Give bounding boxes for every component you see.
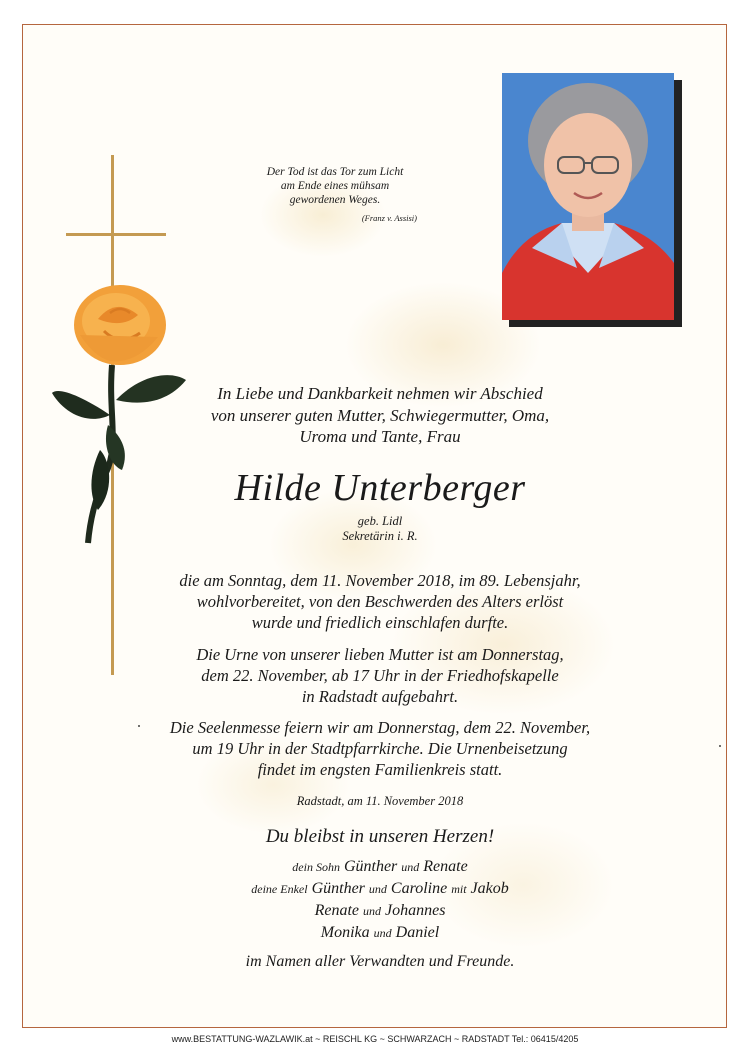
quote-line: Der Tod ist das Tor zum Licht [266,166,404,178]
paragraph-line: dem 22. November, ab 17 Uhr in der Friedhofskapelle [201,666,559,685]
intro-line: von unserer guten Mutter, Schwiegermutter, Oma, [210,405,550,425]
occupation: Sekretärin i. R. [342,529,418,543]
closing-line: Du bleibst in unseren Herzen! [265,826,495,847]
death-paragraph [160,570,600,633]
paragraph-line: Die Urne von unserer lieben Mutter ist am Donnerstag, [196,645,564,664]
paragraph-line: die am Sonntag, dem 11. November 2018, im 89. Lebensjahr, [179,571,581,590]
family-line-4: Monika und Daniel [320,924,440,941]
birth-name: geb. Lidl [357,514,403,528]
relatives-line: im Namen aller Verwandten und Freunde. [245,953,515,970]
quote-line: am Ende eines mühsam [280,180,390,192]
speck [719,745,721,747]
intro-line: Uroma und Tante, Frau [299,427,461,446]
paragraph-line: um 19 Uhr in der Stadtpfarrkirche. Die Urnenbeisetzung [192,739,568,758]
paragraph-line: wurde und friedlich einschlafen durfte. [251,613,509,632]
footer-funeral-home: www.BESTATTUNG-WAZLAWIK.at ~ REISCHL KG ~ SCHWARZACH ~ RADSTADT Tel.: 06415/4205 [171,1034,579,1044]
mass-paragraph [160,717,600,780]
deceased-name: Hilde Unterberger [234,467,526,509]
intro-line: In Liebe und Dankbarkeit nehmen wir Abschied [217,384,543,403]
paragraph-line: in Radstadt aufgebahrt. [301,687,459,706]
quote-line: gewordenen Weges. [289,194,381,206]
intro-text [160,383,600,448]
speck [138,725,140,727]
paragraph-line: Die Seelenmesse feiern wir am Donnerstag, dem 22. November, [169,718,591,737]
portrait-photo [502,73,674,320]
cross-horizontal [66,233,166,236]
paragraph-line: findet im engsten Familienkreis statt. [257,760,503,779]
deceased-details [160,514,600,544]
paragraph-line: wohlvorbereitet, von den Beschwerden des Alters erlöst [196,592,564,611]
family-line-3: Renate und Johannes [314,902,446,919]
portrait-illustration [502,73,674,320]
quote-block [235,165,435,225]
family-line-grandchildren: deine Enkel Günther und Caroline mit Jakob [251,880,509,897]
viewing-paragraph [160,644,600,707]
place-date: Radstadt, am 11. November 2018 [296,794,464,808]
family-line-son: dein Sohn Günther und Renate [292,858,468,875]
quote-author: (Franz v. Assisi) [361,213,417,223]
family-list [160,856,600,944]
